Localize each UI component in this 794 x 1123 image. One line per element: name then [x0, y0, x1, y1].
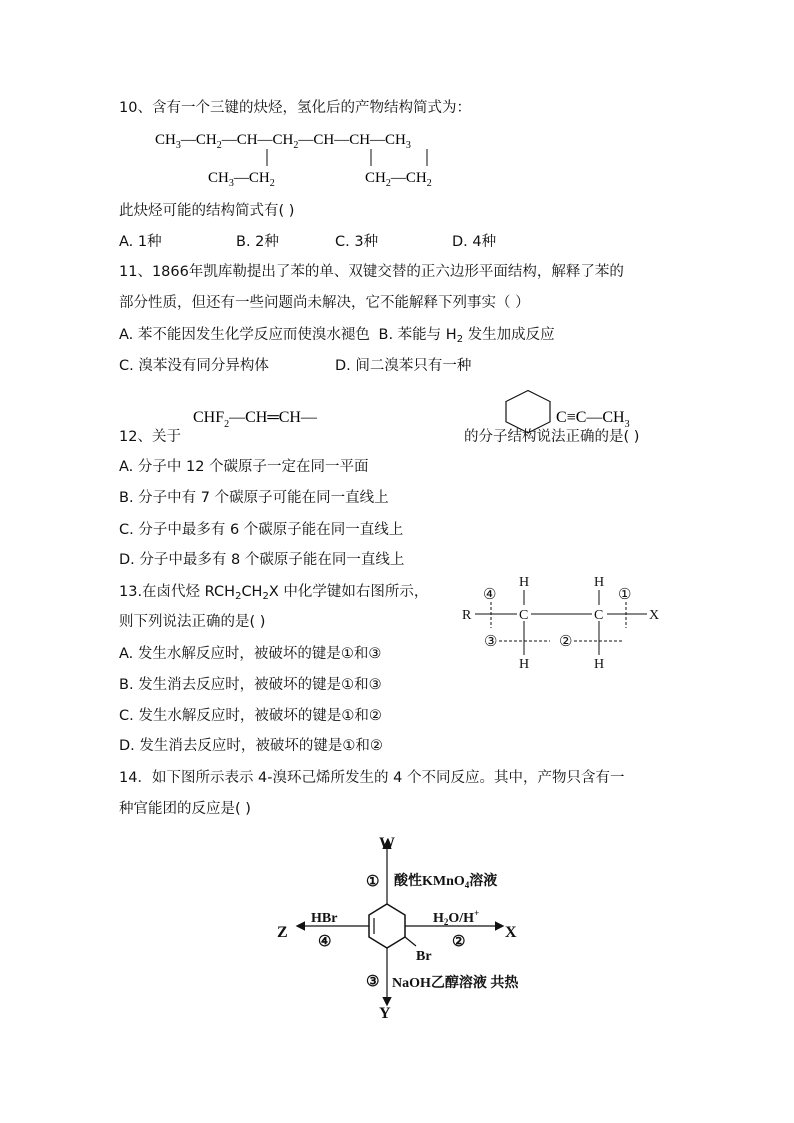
q12-option-d: D. 分子中最多有 8 个碳原子能在同一直线上: [119, 552, 405, 568]
q12-left-group: $CHF_2—CH═CH—$: [193, 409, 317, 430]
q11-stem-line2: 部分性质，但还有一些问题尚未解决，它不能解释下列事实（ ）: [119, 295, 530, 311]
product-x: X: [505, 924, 517, 941]
q10-option-a: A. 1种: [119, 234, 162, 250]
q12-right-group: $C\equiv C—CH_3$: [556, 409, 630, 430]
q10-option-d: D. 4种: [452, 234, 497, 250]
br-bond: [405, 937, 416, 946]
product-w: W: [379, 835, 395, 852]
q12-option-b: B. 分子中有 7 个碳原子可能在同一直线上: [119, 490, 389, 506]
q12-option-c: C. 分子中最多有 6 个碳原子能在同一直线上: [119, 522, 404, 538]
q13-figure: [455, 568, 670, 678]
reaction-label-2: ②: [452, 934, 466, 950]
q12-suffix: 的分子结构说法正确的是( ): [464, 429, 640, 445]
reagent-4: HBr: [311, 911, 338, 926]
atom-h-bottom-left: H: [519, 657, 530, 672]
q13-option-c: C. 发生水解反应时，被破坏的键是①和②: [119, 708, 382, 724]
product-z: Z: [277, 924, 288, 941]
atom-h-top-right: H: [594, 575, 605, 590]
q11-option-c: C. 溴苯没有同分异构体: [119, 358, 269, 374]
atom-c-right: C: [594, 608, 604, 623]
atom-c-left: C: [519, 608, 529, 623]
reagent-2: $H_2O/H^+$: [433, 908, 480, 927]
atom-x: X: [649, 608, 660, 623]
atom-h-top-left: H: [519, 575, 530, 590]
q10-question: 此炔烃可能的结构简式有( ): [119, 203, 295, 219]
q14-stem-line2: 种官能团的反应是( ): [119, 801, 251, 817]
q10-option-b: B. 2种: [236, 234, 279, 250]
atom-h-bottom-right: H: [594, 657, 605, 672]
q13-stem: 13.在卤代烃 $RCH_2CH_2X$ 中化学键如右图所示，: [119, 584, 429, 602]
q12-prefix: 12、关于: [119, 429, 181, 445]
q10-structure: [150, 126, 520, 192]
q11-option-b: B. 苯能与 $H_2$ 发生加成反应: [378, 327, 555, 345]
reagent-1: 酸性KMnO$_4$溶液: [394, 874, 498, 890]
q14-figure: [270, 826, 560, 1026]
reaction-label-3: ③: [366, 974, 380, 990]
q10-stem: 10、含有一个三键的炔烃，氢化后的产物结构简式为：: [119, 100, 471, 116]
q13-stem-line2: 则下列说法正确的是( ): [119, 614, 266, 630]
q11-option-a: [119, 325, 555, 350]
bond-label-1: ①: [618, 587, 632, 603]
atom-r: R: [462, 608, 472, 623]
q13-option-a: A. 发生水解反应时，被破坏的键是①和③: [119, 646, 382, 662]
q10-option-c: C. 3种: [335, 234, 379, 250]
q13-option-b: B. 发生消去反应时，被破坏的键是①和③: [119, 677, 382, 693]
reaction-label-1: ①: [366, 874, 380, 890]
bond-label-4: ④: [483, 587, 497, 603]
q13-option-d: D. 发生消去反应时，被破坏的键是①和②: [119, 738, 383, 754]
reaction-label-4: ④: [318, 934, 332, 950]
q12-option-a: A. 分子中 12 个碳原子一定在同一平面: [119, 459, 369, 475]
q10-struct-top: $CH_3—CH_2—CH—CH_2—CH—CH—CH_3$: [155, 132, 411, 151]
q11-option-a-text: A. 苯不能因发生化学反应而使溴水褪色: [119, 327, 370, 343]
bond-label-3: ③: [484, 634, 498, 650]
q11-option-d: D. 间二溴苯只有一种: [335, 358, 472, 374]
product-y: Y: [379, 1005, 391, 1022]
substituent-br: Br: [416, 949, 432, 964]
q10-struct-bottom-right: $CH_2—CH_2$: [365, 170, 432, 189]
bond-label-2: ②: [559, 634, 573, 650]
reagent-3: NaOH乙醇溶液 共热: [392, 976, 519, 991]
q14-stem-line1: 14．如下图所示表示 4-溴环己烯所发生的 4 个不同反应。其中，产物只含有一: [119, 770, 625, 786]
q10-struct-bottom-left: $CH_3—CH_2$: [208, 170, 275, 189]
q11-stem-line1: 11、1866年凯库勒提出了苯的单、双键交替的正六边形平面结构，解释了苯的: [119, 264, 624, 280]
